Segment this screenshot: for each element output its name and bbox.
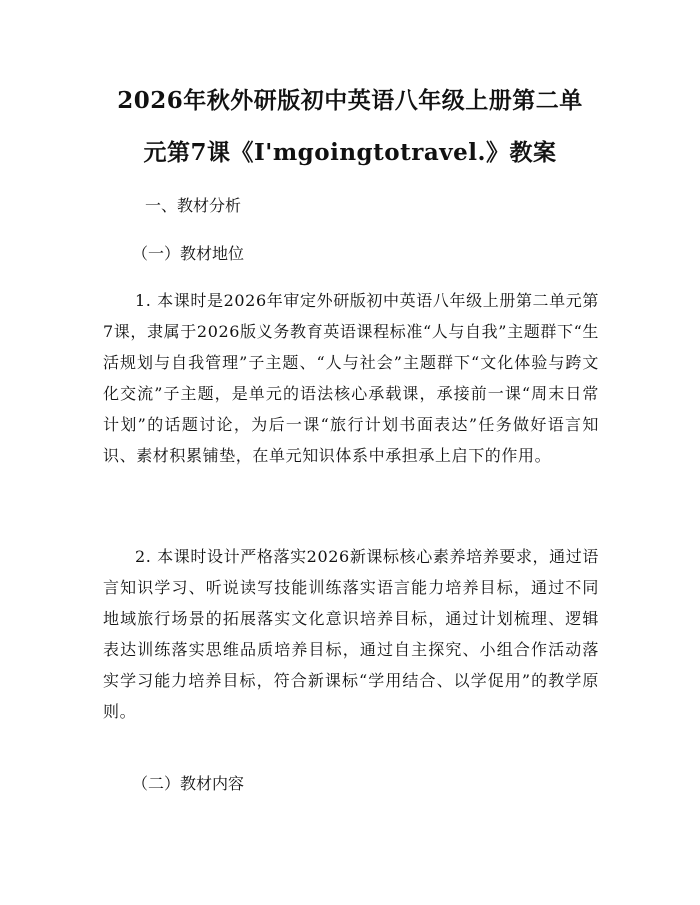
document-title-line-2: 元第7课《I'mgoingtotravel.》教案 xyxy=(143,139,557,166)
subsection-heading-material-position: （一）教材地位 xyxy=(132,244,245,263)
paragraph-core-literacy-goals: 2. 本课时设计严格落实2026新课标核心素养培养要求，通过语言知识学习、听说读写技能训练落实语言能力培养目标，通过不同地域旅行场景的拓展落实文化意识培养目标，通过计划梳理、逻辑表达训练落实思维品质培养目标，通过自主探究、小组合作活动落实学习能力培养目标，符合新课标“学用结合、以学促用”的教学原则。 xyxy=(103,547,599,721)
paragraph-lesson-position: 1. 本课时是2026年审定外研版初中英语八年级上册第二单元第7课，隶属于2026版义务教育英语课程标准“人与自我”主题群下“生活规划与自我管理”子主题、“人与社会”主题群下“文化体验与跨文化交流”子主题，是单元的语法核心承载课，承接前一课“周末日常计划”的话题讨论，为后一课“旅行计划书面表达”任务做好语言知识、素材积累铺垫，在单元知识体系中承担承上启下的作用。 xyxy=(103,291,599,465)
section-heading-teaching-material-analysis: 一、教材分析 xyxy=(145,196,242,215)
document-title-line-1: 2026年秋外研版初中英语八年级上册第二单 xyxy=(117,87,583,114)
subsection-heading-material-content: （二）教材内容 xyxy=(132,774,245,793)
